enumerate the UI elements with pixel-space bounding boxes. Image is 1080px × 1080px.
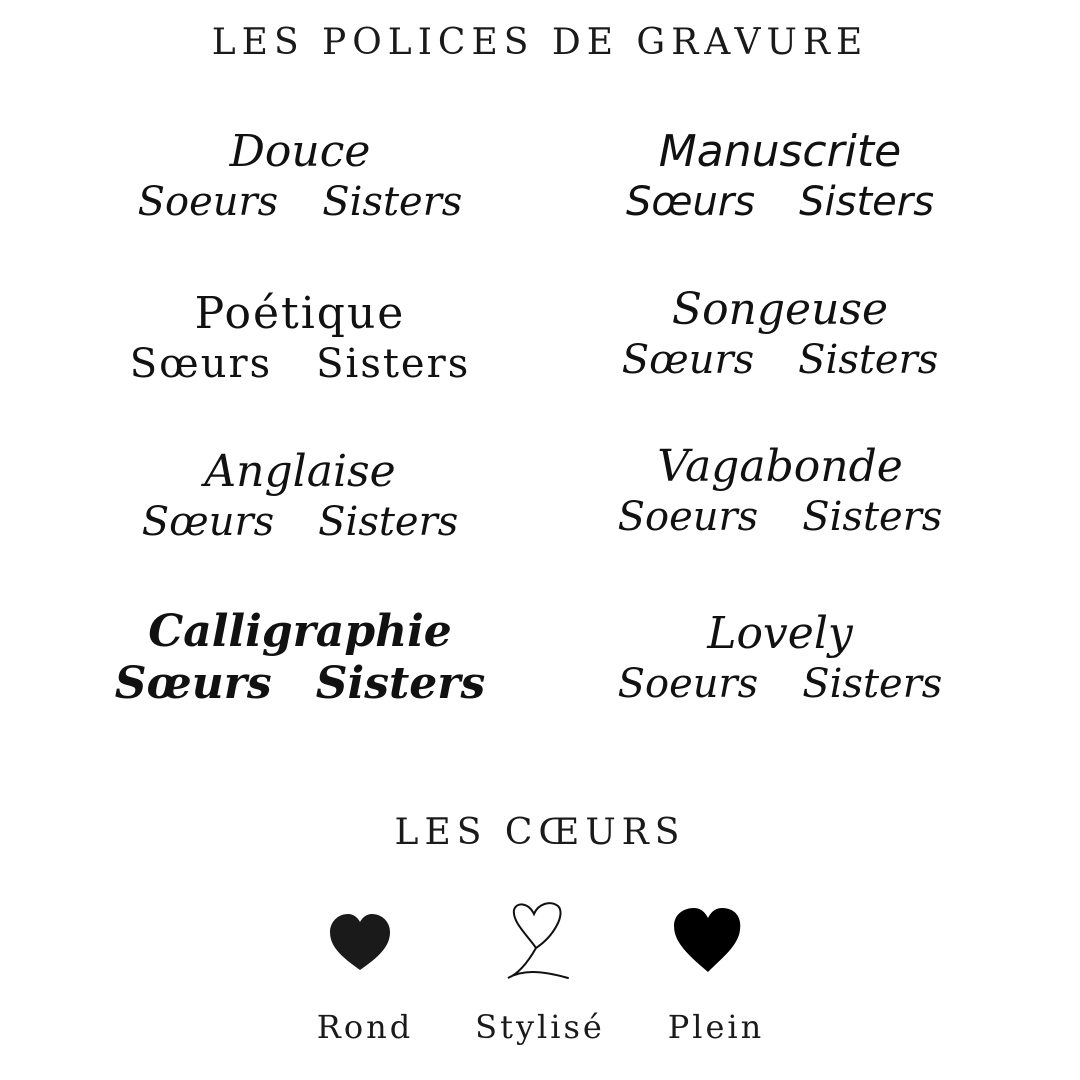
font-name: Calligraphie (148, 606, 452, 657)
font-name: Lovely (707, 608, 853, 659)
font-samples (570, 337, 990, 383)
font-name: Songeuse (671, 284, 889, 335)
sample-sisters: Sisters (322, 179, 463, 225)
hearts-title: LES CŒURS (394, 812, 686, 853)
font-samples (90, 179, 510, 225)
font-samples (570, 661, 990, 707)
font-name: Douce (229, 126, 371, 177)
sample-soeurs: Soeurs (617, 661, 759, 707)
sample-sisters: Sisters (802, 494, 943, 540)
font-option-anglaise[interactable] (90, 446, 510, 545)
font-option-poetique[interactable] (90, 288, 510, 387)
fonts-title: LES POLICES DE GRAVURE (211, 22, 869, 63)
stylized-heart-icon[interactable] (498, 900, 578, 982)
font-samples (570, 494, 990, 540)
sample-soeurs: Sœurs (129, 341, 273, 387)
sample-soeurs: Soeurs (137, 179, 279, 225)
sample-sisters: Sisters (316, 341, 471, 387)
font-samples (90, 341, 510, 387)
font-option-songeuse[interactable] (570, 284, 990, 383)
sample-soeurs: Sœurs (625, 179, 756, 225)
sample-sisters: Sisters (799, 179, 935, 225)
heart-label-plein: Plein (667, 1008, 765, 1046)
heart-options (0, 900, 1080, 990)
font-name: Poétique (194, 288, 406, 339)
font-option-calligraphie[interactable] (90, 606, 510, 709)
font-name: Vagabonde (657, 441, 903, 492)
heart-label-rond: Rond (316, 1008, 414, 1046)
sample-sisters: Sisters (318, 499, 459, 545)
sample-soeurs: Sœurs (114, 658, 272, 709)
font-option-lovely[interactable] (570, 608, 990, 707)
font-samples (90, 499, 510, 545)
round-heart-icon[interactable] (320, 900, 400, 980)
font-option-manuscrite[interactable] (570, 126, 990, 225)
font-name: Manuscrite (658, 126, 902, 177)
sample-soeurs: Sœurs (621, 337, 755, 383)
sample-soeurs: Sœurs (141, 499, 275, 545)
sample-sisters: Sisters (315, 658, 486, 709)
font-samples (570, 179, 990, 225)
font-option-vagabonde[interactable] (570, 441, 990, 540)
font-name: Anglaise (204, 446, 396, 497)
sample-soeurs: Soeurs (617, 494, 759, 540)
font-option-douce[interactable] (90, 126, 510, 225)
heart-label-stylise: Stylisé (475, 1008, 605, 1046)
sample-sisters: Sisters (802, 661, 943, 707)
font-samples (90, 658, 510, 709)
solid-heart-icon[interactable] (668, 900, 748, 980)
sample-sisters: Sisters (798, 337, 939, 383)
